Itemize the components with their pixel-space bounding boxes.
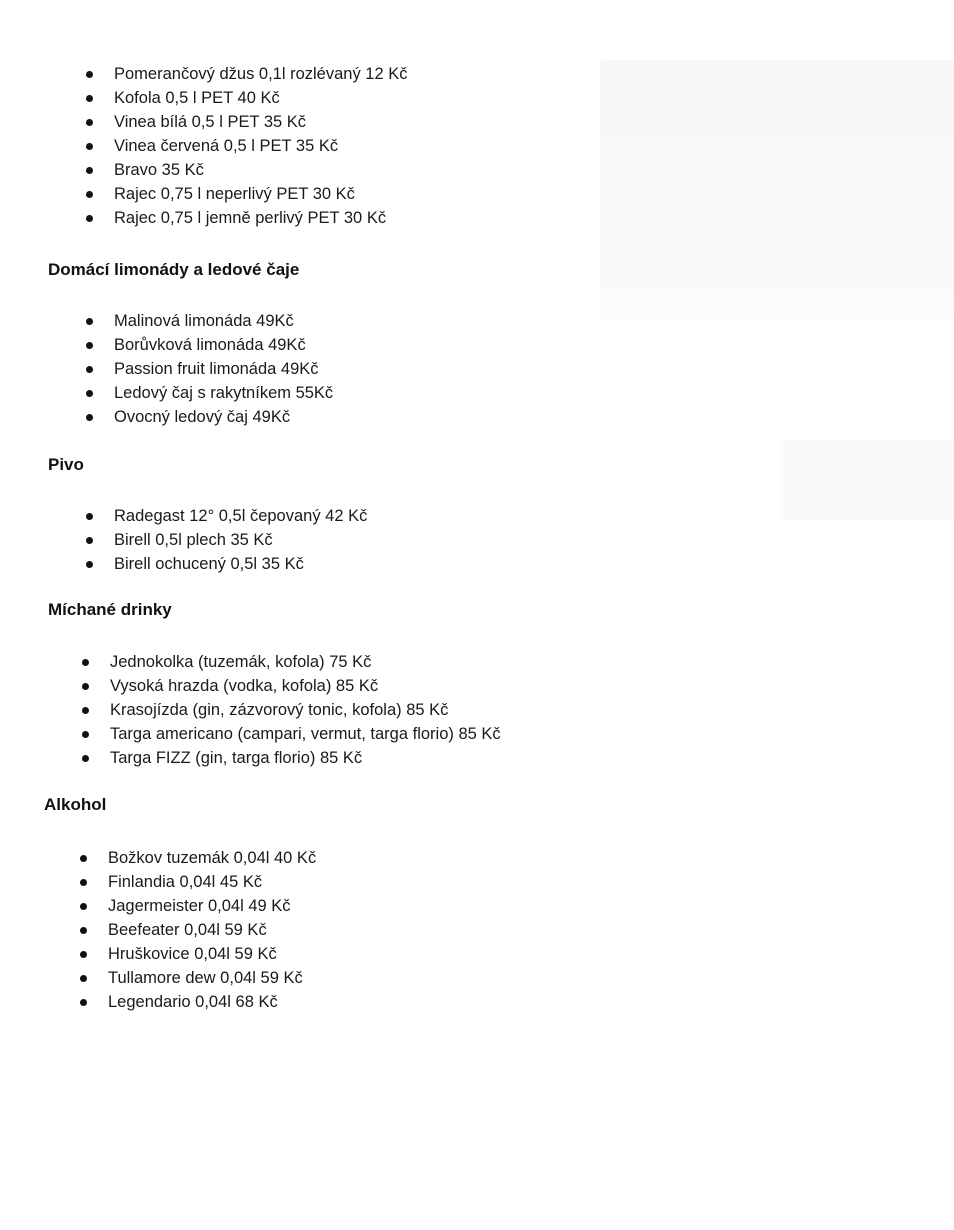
limonady-list (86, 309, 333, 429)
item-label: Hruškovice 0,04l 59 Kč (108, 945, 277, 963)
item-label: Jagermeister 0,04l 49 Kč (108, 897, 291, 915)
list-item (86, 357, 333, 381)
section-heading-alkohol: Alkohol (44, 795, 107, 814)
item-label: Vinea červená 0,5 l PET 35 Kč (114, 137, 339, 155)
item-label: Rajec 0,75 l jemně perlivý PET 30 Kč (114, 209, 387, 227)
bullet-icon (80, 999, 87, 1006)
michane-drinky-list (82, 650, 501, 770)
bullet-icon (86, 119, 93, 126)
list-item (80, 918, 316, 942)
item-label: Vysoká hrazda (vodka, kofola) 85 Kč (110, 677, 379, 695)
bullet-icon (80, 855, 87, 862)
bullet-icon (86, 537, 93, 544)
bullet-icon (86, 513, 93, 520)
bullet-icon (82, 755, 89, 762)
section-heading-michane-drinky: Míchané drinky (48, 600, 172, 619)
list-item (86, 528, 367, 552)
bullet-icon (86, 143, 93, 150)
item-label: Ledový čaj s rakytníkem 55Kč (114, 384, 334, 402)
bullet-icon (82, 659, 89, 666)
list-item (80, 870, 316, 894)
list-item (80, 846, 316, 870)
item-label: Legendario 0,04l 68 Kč (108, 993, 278, 1011)
item-label: Ovocný ledový čaj 49Kč (114, 408, 291, 426)
item-label: Božkov tuzemák 0,04l 40 Kč (108, 849, 317, 867)
list-item (80, 966, 316, 990)
bullet-icon (86, 366, 93, 373)
bullet-icon (80, 927, 87, 934)
item-label: Pomerančový džus 0,1l rozlévaný 12 Kč (114, 65, 408, 83)
bullet-icon (82, 683, 89, 690)
list-item (82, 650, 501, 674)
list-item (86, 134, 407, 158)
bullet-icon (86, 390, 93, 397)
bullet-icon (86, 191, 93, 198)
bullet-icon (80, 975, 87, 982)
bullet-icon (86, 318, 93, 325)
item-label: Finlandia 0,04l 45 Kč (108, 873, 263, 891)
list-item (86, 86, 407, 110)
list-item (80, 942, 316, 966)
list-item (86, 110, 407, 134)
bullet-icon (86, 95, 93, 102)
bullet-icon (80, 903, 87, 910)
list-item (80, 990, 316, 1014)
bullet-icon (86, 561, 93, 568)
section-heading-limonady: Domácí limonády a ledové čaje (48, 260, 300, 279)
item-label: Malinová limonáda 49Kč (114, 312, 294, 330)
bullet-icon (82, 731, 89, 738)
list-item (86, 62, 407, 86)
list-item (82, 674, 501, 698)
alkohol-list (80, 846, 316, 1014)
section-heading-pivo: Pivo (48, 455, 84, 474)
list-item (86, 405, 333, 429)
item-label: Kofola 0,5 l PET 40 Kč (114, 89, 280, 107)
item-label: Targa americano (campari, vermut, targa florio) 85 Kč (110, 725, 501, 743)
item-label: Jednokolka (tuzemák, kofola) 75 Kč (110, 653, 372, 671)
pivo-list (86, 504, 367, 576)
list-item (82, 746, 501, 770)
item-label: Borůvková limonáda 49Kč (114, 336, 306, 354)
item-label: Radegast 12° 0,5l čepovaný 42 Kč (114, 507, 368, 525)
item-label: Passion fruit limonáda 49Kč (114, 360, 319, 378)
list-item (86, 309, 333, 333)
bullet-icon (86, 342, 93, 349)
soft-drinks-list (86, 62, 407, 230)
list-item (86, 333, 333, 357)
item-label: Beefeater 0,04l 59 Kč (108, 921, 267, 939)
bullet-icon (82, 707, 89, 714)
bullet-icon (86, 167, 93, 174)
list-item (86, 182, 407, 206)
list-item (82, 722, 501, 746)
item-label: Birell ochucený 0,5l 35 Kč (114, 555, 304, 573)
list-item (82, 698, 501, 722)
item-label: Krasojízda (gin, zázvorový tonic, kofola) 85 Kč (110, 701, 449, 719)
bullet-icon (80, 879, 87, 886)
bleed-through-shadow (780, 440, 954, 520)
item-label: Bravo 35 Kč (114, 161, 204, 179)
list-item (80, 894, 316, 918)
bullet-icon (86, 414, 93, 421)
bullet-icon (86, 71, 93, 78)
list-item (86, 504, 367, 528)
item-label: Tullamore dew 0,04l 59 Kč (108, 969, 303, 987)
list-item (86, 381, 333, 405)
bullet-icon (86, 215, 93, 222)
bleed-through-shadow (600, 60, 954, 320)
bullet-icon (80, 951, 87, 958)
item-label: Targa FIZZ (gin, targa florio) 85 Kč (110, 749, 363, 767)
list-item (86, 552, 367, 576)
item-label: Rajec 0,75 l neperlivý PET 30 Kč (114, 185, 355, 203)
item-label: Birell 0,5l plech 35 Kč (114, 531, 273, 549)
list-item (86, 206, 407, 230)
list-item (86, 158, 407, 182)
item-label: Vinea bílá 0,5 l PET 35 Kč (114, 113, 307, 131)
